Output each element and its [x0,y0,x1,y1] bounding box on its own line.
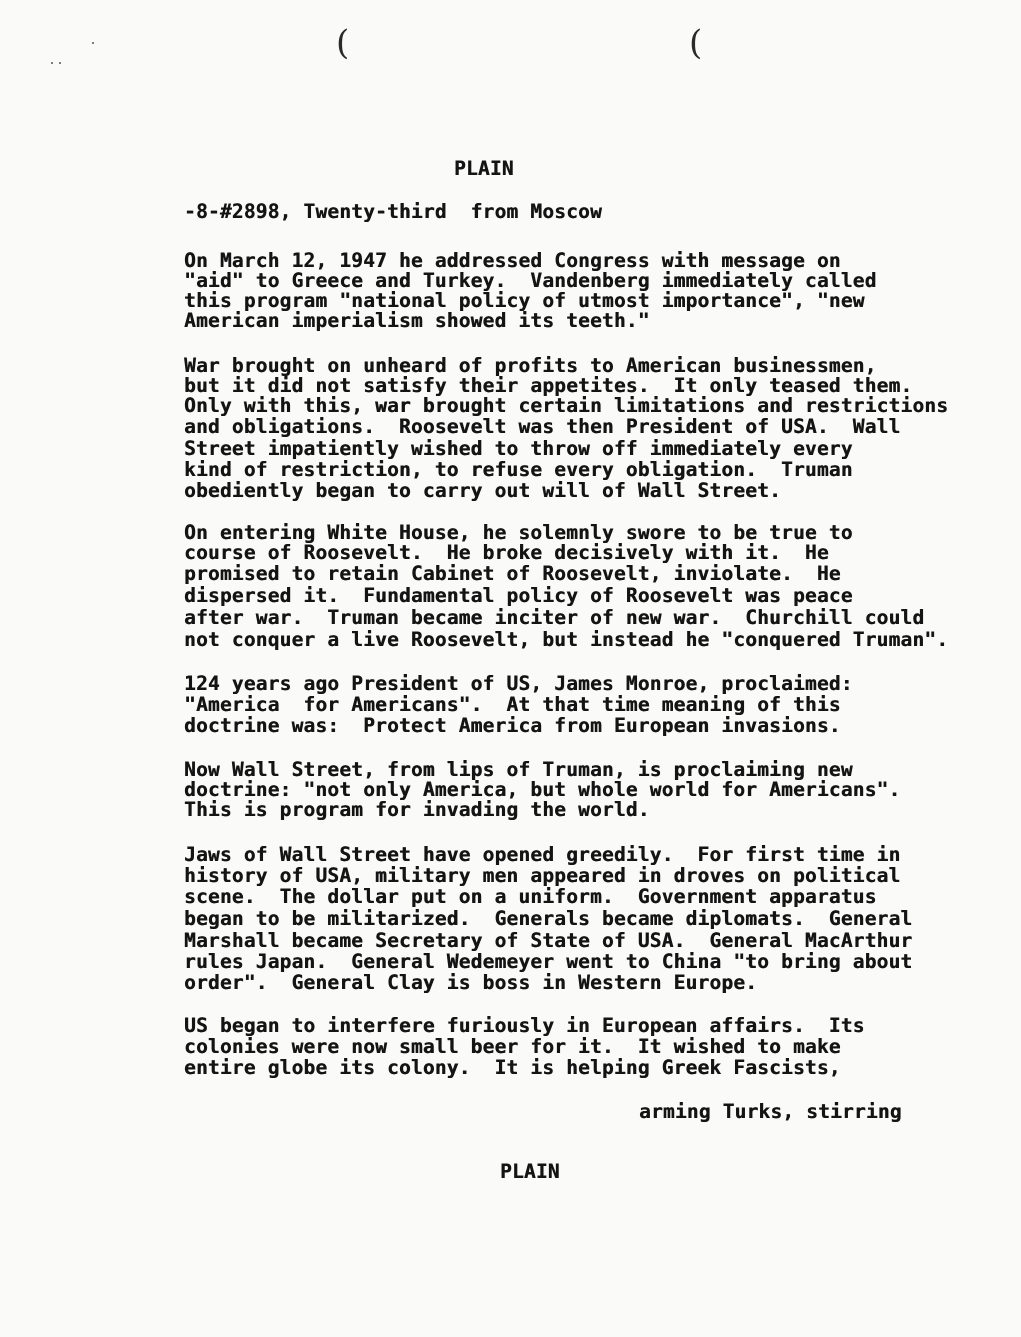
paragraph-2-line: Only with this, war brought certain limitations and restrictions [184,394,949,417]
paragraph-5-line: This is program for invading the world. [184,798,650,821]
paragraph-1-line: "aid" to Greece and Turkey. Vandenberg immediately called [184,269,877,292]
speck-mark [92,42,94,44]
paragraph-1-line: American imperialism showed its teeth." [184,309,650,332]
dispatch-line: -8-#2898, Twenty-third from Moscow [184,200,602,223]
paragraph-5-line: Now Wall Street, from lips of Truman, is proclaiming new [184,758,853,781]
paragraph-6-line: Jaws of Wall Street have opened greedily. For first time in [184,843,901,866]
speck-mark [51,62,53,64]
paragraph-5-line: doctrine: "not only America, but whole world for Americans". [184,778,901,801]
paragraph-7-line: US began to interfere furiously in European affairs. Its [184,1014,865,1037]
paragraph-2-line: War brought on unheard of profits to American businessmen, [184,354,877,377]
paragraph-1-line: On March 12, 1947 he addressed Congress with message on [184,249,841,272]
right-paren-mark: ( [689,23,703,63]
paragraph-3-line: promised to retain Cabinet of Roosevelt, inviolate. He [184,562,841,585]
left-paren-mark: ( [336,23,350,63]
speck-mark [59,62,61,64]
paragraph-3-line: On entering White House, he solemnly swore to be true to [184,521,853,544]
paragraph-2-line: kind of restriction, to refuse every obligation. Truman [184,458,853,481]
paragraph-4-line: doctrine was: Protect America from European invasions. [184,714,841,737]
paragraph-3-line: course of Roosevelt. He broke decisively with it. He [184,541,829,564]
paragraph-3-line: after war. Truman became inciter of new war. Churchill could [184,606,925,629]
footer-classification: PLAIN [500,1160,560,1183]
paragraph-7-line: entire globe its colony. It is helping Greek Fascists, [184,1056,841,1079]
paragraph-6-line: history of USA, military men appeared in droves on political [184,864,901,887]
continuation-line: arming Turks, stirring [639,1100,902,1123]
header-classification: PLAIN [454,157,514,180]
paragraph-6-line: began to be militarized. Generals became diplomats. General [184,907,913,930]
paragraph-2-line: obediently began to carry out will of Wall Street. [184,479,781,502]
paragraph-3-line: dispersed it. Fundamental policy of Roosevelt was peace [184,584,853,607]
paragraph-6-line: rules Japan. General Wedemeyer went to China "to bring about [184,950,913,973]
paragraph-6-line: scene. The dollar put on a uniform. Government apparatus [184,885,877,908]
paragraph-2-line: and obligations. Roosevelt was then President of USA. Wall [184,415,901,438]
paragraph-4-line: 124 years ago President of US, James Monroe, proclaimed: [184,672,853,695]
paragraph-4-line: "America for Americans". At that time meaning of this [184,693,841,716]
paragraph-2-line: Street impatiently wished to throw off immediately every [184,437,853,460]
paragraph-1-line: this program "national policy of utmost importance", "new [184,289,865,312]
paragraph-2-line: but it did not satisfy their appetites. It only teased them. [184,374,913,397]
paragraph-6-line: Marshall became Secretary of State of USA. General MacArthur [184,929,913,952]
paragraph-3-line: not conquer a live Roosevelt, but instead he "conquered Truman". [184,628,949,651]
paragraph-7-line: colonies were now small beer for it. It wished to make [184,1035,841,1058]
paragraph-6-line: order". General Clay is boss in Western Europe. [184,971,758,994]
